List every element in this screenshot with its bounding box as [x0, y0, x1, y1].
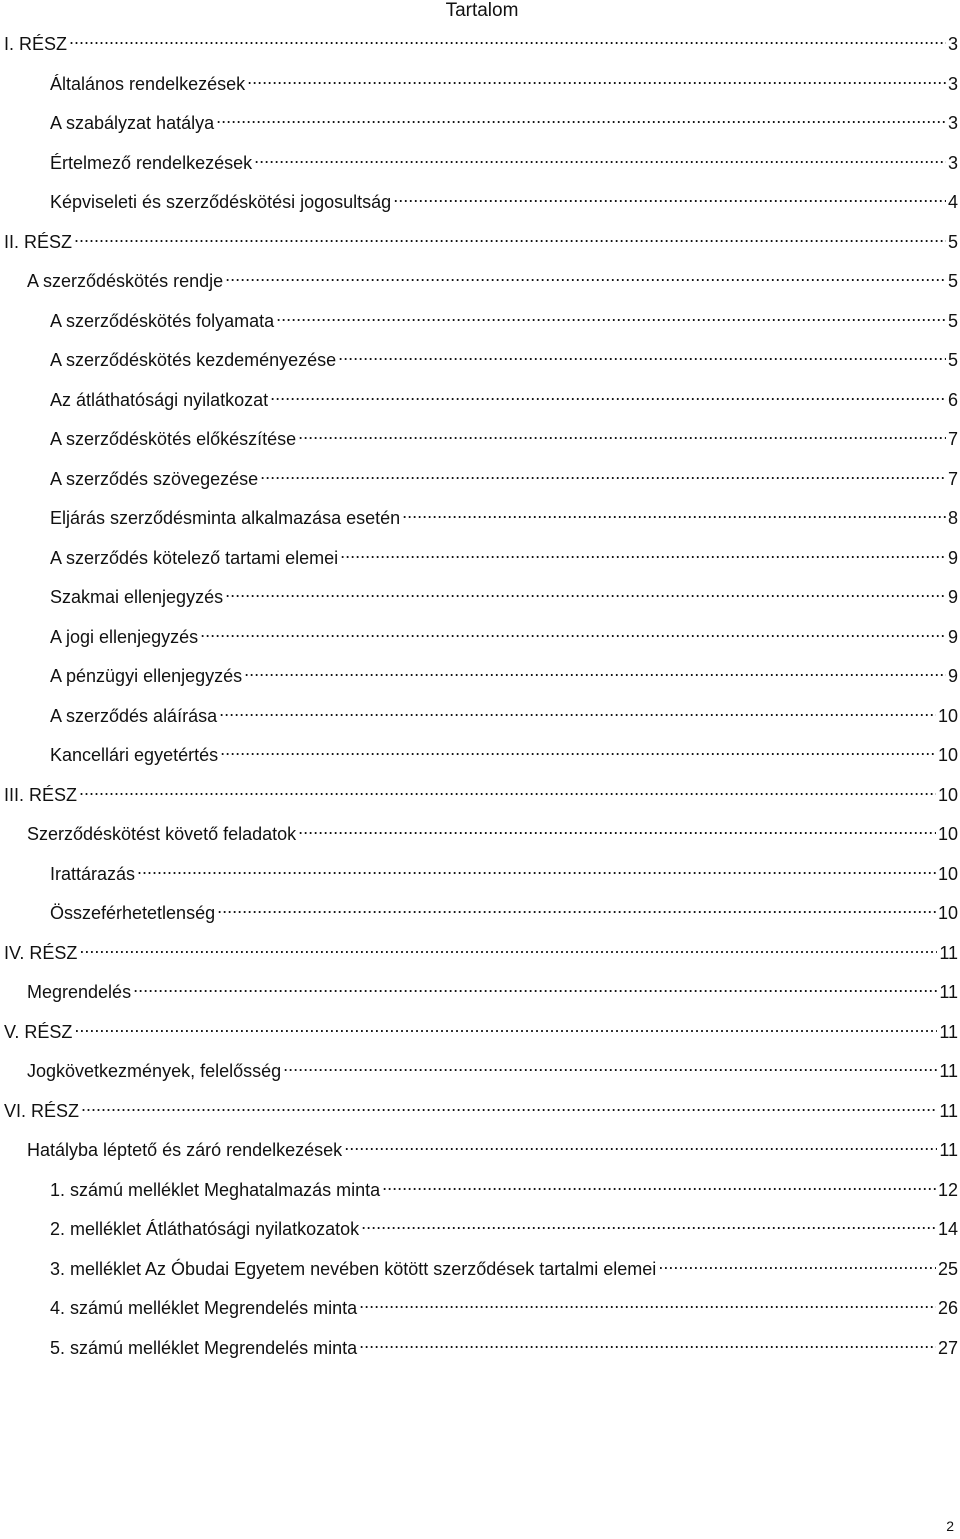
toc-entry-link[interactable]: [0, 66, 960, 106]
toc-item: [0, 145, 960, 185]
toc-entry-label: A szerződés aláírása: [50, 705, 218, 726]
toc-entry-link[interactable]: [0, 1290, 960, 1330]
toc-dot-leader: [393, 184, 946, 208]
toc-dot-leader: [382, 1172, 936, 1196]
toc-item: [0, 1251, 960, 1291]
toc-entry-label: 2. melléklet Átláthatósági nyilatkozatok: [50, 1219, 360, 1239]
toc-dot-leader: [361, 1211, 936, 1235]
toc-entry-label: Az átláthatósági nyilatkozat: [50, 389, 269, 410]
toc-entry-page: 3: [947, 73, 958, 94]
toc-entry-page: 11: [939, 1100, 958, 1121]
toc-entry-label: 5. számú melléklet Megrendelés minta: [50, 1337, 358, 1358]
toc-item: [0, 579, 960, 619]
toc-entry-label: A szerződéskötés előkészítése: [50, 429, 297, 449]
toc-entry-label: Megrendelés: [27, 982, 132, 1002]
toc-entry-page: 14: [937, 1219, 958, 1239]
toc-item: [0, 974, 960, 1014]
toc-dot-leader: [69, 26, 946, 50]
toc-item: [0, 263, 960, 303]
toc-entry-label: A szabályzat hatálya: [50, 113, 215, 133]
toc-entry-link[interactable]: [0, 224, 960, 264]
toc-entry-link[interactable]: [0, 303, 960, 343]
toc-entry-page: 11: [939, 1061, 958, 1081]
toc-entry-label: II. RÉSZ: [4, 231, 73, 252]
toc-dot-leader: [225, 263, 946, 287]
toc-entry-link[interactable]: [0, 777, 960, 817]
toc-entry-link[interactable]: [0, 619, 960, 659]
toc-dot-leader: [402, 500, 946, 524]
toc-dot-leader: [359, 1290, 936, 1314]
toc-entry-page: 11: [939, 982, 958, 1002]
toc-entry-page: 9: [947, 547, 958, 568]
toc-entry-page: 25: [937, 1258, 958, 1279]
toc-entry-page: 11: [939, 942, 958, 963]
toc-item: [0, 540, 960, 580]
toc-item: [0, 461, 960, 501]
toc-entry-page: 9: [947, 666, 958, 686]
toc-entry-page: 10: [937, 824, 958, 844]
toc-dot-leader: [133, 974, 937, 998]
toc-entry-label: Irattárazás: [50, 863, 136, 884]
toc-entry-page: 5: [947, 231, 958, 252]
toc-item: [0, 1093, 960, 1133]
toc-entry-link[interactable]: [0, 1132, 960, 1172]
toc-item: [0, 500, 960, 540]
toc-dot-leader: [219, 698, 936, 722]
toc-entry-link[interactable]: [0, 461, 960, 501]
toc-entry-page: 10: [937, 705, 958, 726]
toc-item: [0, 1290, 960, 1330]
toc-entry-label: 3. melléklet Az Óbudai Egyetem nevében kötött szerződések tartalmi elemei: [50, 1258, 657, 1279]
toc-entry-page: 7: [947, 429, 958, 449]
toc-entry-link[interactable]: [0, 1211, 960, 1251]
toc-entry-link[interactable]: [0, 1172, 960, 1212]
toc-entry-label: A szerződés kötelező tartami elemei: [50, 547, 339, 568]
toc-entry-page: 26: [937, 1298, 958, 1318]
toc-dot-leader: [276, 303, 946, 327]
toc-entry-label: Jogkövetkezmények, felelősség: [27, 1061, 282, 1081]
toc-entry-link[interactable]: [0, 342, 960, 382]
toc-entry-label: VI. RÉSZ: [4, 1100, 80, 1121]
toc-entry-link[interactable]: [0, 1014, 960, 1054]
toc-entry-label: Szerződéskötést követő feladatok: [27, 824, 297, 844]
toc-entry-link[interactable]: [0, 540, 960, 580]
toc-entry-page: 8: [947, 508, 958, 528]
toc-entry-page: 10: [937, 784, 958, 805]
toc-entry-link[interactable]: [0, 26, 960, 66]
toc-dot-leader: [79, 935, 937, 959]
toc-item: [0, 382, 960, 422]
toc-entry-label: 4. számú melléklet Megrendelés minta: [50, 1298, 358, 1318]
toc-dot-leader: [338, 342, 946, 366]
toc-entry-page: 3: [947, 34, 958, 54]
document-title: Tartalom: [445, 0, 519, 21]
toc-entry-page: 10: [937, 863, 958, 884]
toc-entry-link[interactable]: [0, 382, 960, 422]
toc-entry-link[interactable]: [0, 658, 960, 698]
toc-entry-label: Kancellári egyetértés: [50, 745, 219, 765]
toc-entry-page: 5: [947, 310, 958, 331]
toc-item: [0, 935, 960, 975]
toc-entry-link[interactable]: [0, 421, 960, 461]
toc-entry-label: Eljárás szerződésminta alkalmazása esetén: [50, 508, 401, 528]
toc-dot-leader: [247, 66, 946, 90]
toc-item: [0, 303, 960, 343]
toc-entry-link[interactable]: [0, 895, 960, 935]
toc-item: [0, 856, 960, 896]
toc-item: [0, 777, 960, 817]
toc-entry-label: A szerződéskötés rendje: [27, 271, 224, 291]
toc-entry-label: V. RÉSZ: [4, 1021, 73, 1042]
toc-item: [0, 619, 960, 659]
toc-dot-leader: [359, 1330, 936, 1354]
toc-item: [0, 184, 960, 224]
toc-item: [0, 1132, 960, 1172]
toc-entry-page: 5: [947, 271, 958, 291]
toc-item: [0, 816, 960, 856]
toc-dot-leader: [200, 619, 946, 643]
toc-entry-page: 3: [947, 113, 958, 133]
toc-item: [0, 658, 960, 698]
toc-entry-link[interactable]: [0, 698, 960, 738]
toc-entry-page: 3: [947, 152, 958, 173]
toc-dot-leader: [216, 105, 946, 129]
toc-item: [0, 1014, 960, 1054]
toc-entry-link[interactable]: [0, 105, 960, 145]
toc-entry-link[interactable]: [0, 1251, 960, 1291]
toc-dot-leader: [344, 1132, 937, 1156]
toc-entry-link[interactable]: [0, 1330, 960, 1370]
toc-dot-leader: [217, 895, 936, 919]
table-of-contents: [0, 26, 960, 1369]
toc-entry-link[interactable]: [0, 974, 960, 1014]
toc-item: [0, 342, 960, 382]
toc-item: [0, 1053, 960, 1093]
toc-entry-link[interactable]: [0, 500, 960, 540]
toc-dot-leader: [74, 1014, 937, 1038]
toc-dot-leader: [81, 1093, 937, 1117]
toc-entry-label: Hatályba léptető és záró rendelkezések: [27, 1140, 343, 1160]
toc-item: [0, 105, 960, 145]
toc-entry-page: 5: [947, 350, 958, 370]
toc-entry-page: 11: [939, 1140, 958, 1160]
toc-entry-link[interactable]: [0, 737, 960, 777]
toc-entry-page: 12: [937, 1179, 958, 1200]
toc-dot-leader: [137, 856, 936, 880]
page-number: 2: [946, 1518, 954, 1534]
toc-entry-link[interactable]: [0, 184, 960, 224]
toc-dot-leader: [298, 816, 936, 840]
toc-entry-label: IV. RÉSZ: [4, 942, 78, 963]
toc-entry-link[interactable]: [0, 935, 960, 975]
toc-item: [0, 1172, 960, 1212]
toc-dot-leader: [254, 145, 946, 169]
toc-entry-link[interactable]: [0, 145, 960, 185]
toc-entry-link[interactable]: [0, 1053, 960, 1093]
toc-item: [0, 895, 960, 935]
toc-entry-link[interactable]: [0, 816, 960, 856]
toc-entry-page: 9: [947, 587, 958, 607]
toc-dot-leader: [283, 1053, 937, 1077]
toc-entry-label: Általános rendelkezések: [50, 73, 246, 94]
toc-item: [0, 66, 960, 106]
toc-entry-page: 10: [937, 903, 958, 923]
toc-dot-leader: [220, 737, 936, 761]
toc-entry-label: A szerződés szövegezése: [50, 468, 259, 489]
toc-entry-label: III. RÉSZ: [4, 784, 78, 805]
toc-entry-page: 9: [947, 626, 958, 647]
toc-entry-label: Képviseleti és szerződéskötési jogosultság: [50, 192, 392, 212]
toc-entry-link[interactable]: [0, 856, 960, 896]
toc-dot-leader: [658, 1251, 936, 1275]
toc-entry-label: Szakmai ellenjegyzés: [50, 587, 224, 607]
toc-entry-label: A jogi ellenjegyzés: [50, 626, 199, 647]
toc-entry-label: A szerződéskötés folyamata: [50, 310, 275, 331]
toc-entry-page: 10: [937, 745, 958, 765]
toc-entry-label: 1. számú melléklet Meghatalmazás minta: [50, 1179, 381, 1200]
toc-dot-leader: [225, 579, 946, 603]
toc-dot-leader: [244, 658, 946, 682]
toc-entry-link[interactable]: [0, 1093, 960, 1133]
toc-entry-label: A pénzügyi ellenjegyzés: [50, 666, 243, 686]
toc-entry-page: 11: [939, 1021, 958, 1042]
toc-entry-page: 4: [947, 192, 958, 212]
toc-item: [0, 224, 960, 264]
toc-entry-link[interactable]: [0, 263, 960, 303]
toc-dot-leader: [298, 421, 946, 445]
toc-item: [0, 1211, 960, 1251]
toc-entry-page: 27: [937, 1337, 958, 1358]
toc-entry-label: Értelmező rendelkezések: [50, 152, 253, 173]
toc-item: [0, 26, 960, 66]
toc-entry-page: 6: [947, 389, 958, 410]
toc-entry-page: 7: [947, 468, 958, 489]
toc-entry-label: A szerződéskötés kezdeményezése: [50, 350, 337, 370]
toc-item: [0, 421, 960, 461]
toc-entry-label: Összeférhetetlenség: [50, 903, 216, 923]
toc-dot-leader: [260, 461, 946, 485]
toc-dot-leader: [74, 224, 946, 248]
toc-dot-leader: [340, 540, 946, 564]
toc-dot-leader: [270, 382, 946, 406]
toc-item: [0, 1330, 960, 1370]
toc-dot-leader: [79, 777, 936, 801]
toc-item: [0, 737, 960, 777]
toc-entry-link[interactable]: [0, 579, 960, 619]
toc-entry-label: I. RÉSZ: [4, 34, 68, 54]
toc-item: [0, 698, 960, 738]
